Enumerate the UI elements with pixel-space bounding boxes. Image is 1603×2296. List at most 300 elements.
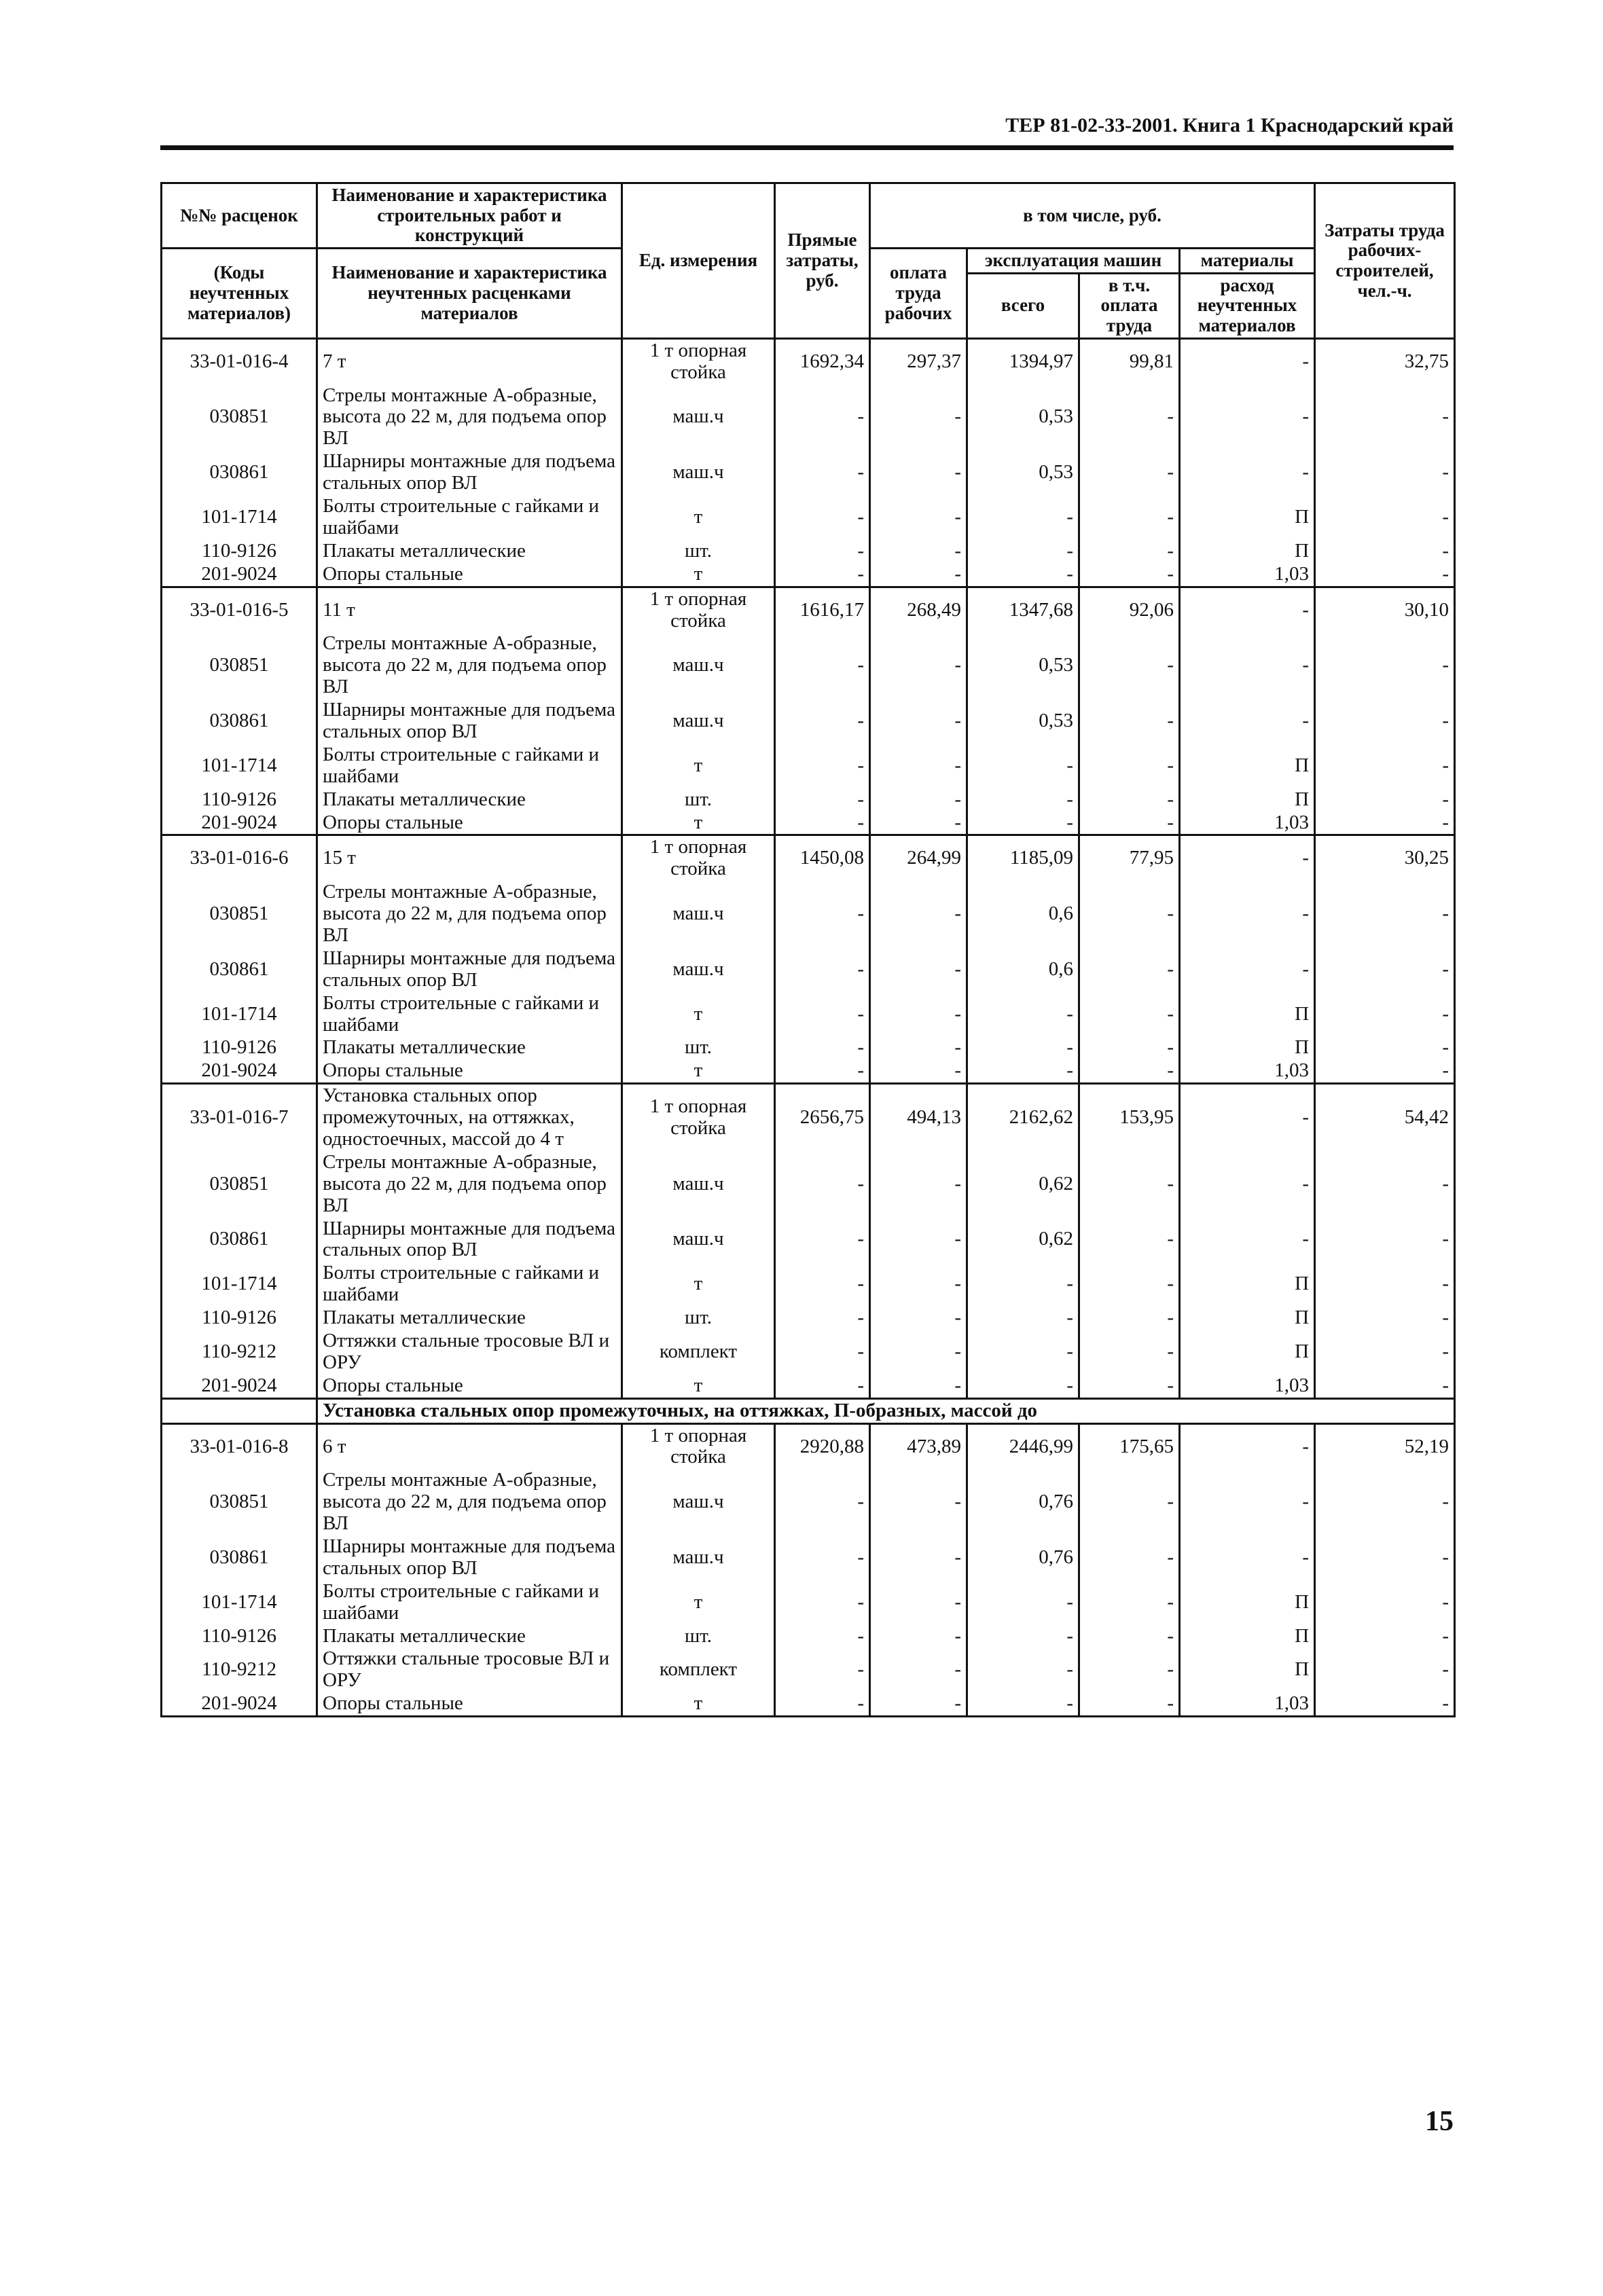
cell-machines-labor: 153,95	[1079, 1084, 1180, 1151]
cell-machines-total: -	[967, 495, 1079, 540]
cell-machines-labor: -	[1079, 495, 1180, 540]
cell-labor-hours: -	[1315, 1330, 1455, 1374]
cell-code: 110-9126	[162, 540, 317, 563]
cell-name: Стрелы монтажные А-образные, высота до 22 м, для подъема опор ВЛ	[317, 384, 622, 451]
cell-labor-hours: -	[1315, 540, 1455, 563]
cell-labor-hours: 30,25	[1315, 835, 1455, 881]
cell-machines-labor: -	[1079, 1469, 1180, 1535]
cell-labor-pay: -	[870, 1647, 967, 1692]
cell-labor-pay: -	[870, 1262, 967, 1307]
cell-labor-hours: -	[1315, 812, 1455, 835]
rate-row	[162, 338, 1455, 384]
cell-name: Шарниры монтажные для подъема стальных опор ВЛ	[317, 1218, 622, 1262]
cell-machines-total: 1185,09	[967, 835, 1079, 881]
cell-name: Стрелы монтажные А-образные, высота до 22 м, для подъема опор ВЛ	[317, 1469, 622, 1535]
material-row	[162, 812, 1455, 835]
section-title-row	[162, 1398, 1455, 1423]
material-row	[162, 1535, 1455, 1580]
cell-unit: маш.ч	[622, 1535, 775, 1580]
cell-labor-hours: -	[1315, 1535, 1455, 1580]
cell-direct: -	[775, 1059, 870, 1083]
cell-machines-labor: -	[1079, 1580, 1180, 1625]
page-number: 15	[1425, 2106, 1454, 2137]
cell-materials: -	[1180, 587, 1315, 632]
cell-labor-hours: -	[1315, 1262, 1455, 1307]
cell-machines-total: -	[967, 1036, 1079, 1059]
cell-unit: комплект	[622, 1330, 775, 1374]
cell-materials: 1,03	[1180, 563, 1315, 587]
cell-labor-hours: -	[1315, 495, 1455, 540]
cell-unit: 1 т опорная стойка	[622, 587, 775, 632]
cell-name: 15 т	[317, 835, 622, 881]
cell-direct: -	[775, 1262, 870, 1307]
header-materials-sub: расход неучтенных материалов	[1180, 273, 1315, 338]
cell-machines-labor: -	[1079, 1262, 1180, 1307]
cell-code: 201-9024	[162, 1692, 317, 1716]
cell-name: Опоры стальные	[317, 563, 622, 587]
header-unit: Ед. измерения	[622, 183, 775, 339]
cell-code: 110-9126	[162, 1036, 317, 1059]
header-machines: эксплуатация машин	[967, 249, 1180, 274]
cell-unit: т	[622, 495, 775, 540]
cell-unit: маш.ч	[622, 384, 775, 451]
cell-machines-labor: -	[1079, 384, 1180, 451]
cell-code: 030851	[162, 1469, 317, 1535]
cell-machines-total: -	[967, 1625, 1079, 1648]
cell-direct: 1692,34	[775, 338, 870, 384]
cell-labor-pay: -	[870, 699, 967, 744]
cell-labor-hours: -	[1315, 788, 1455, 812]
material-row	[162, 992, 1455, 1037]
cell-labor-hours: -	[1315, 992, 1455, 1037]
cell-code: 030851	[162, 632, 317, 699]
cell-labor-pay: 264,99	[870, 835, 967, 881]
cell-materials: -	[1180, 1084, 1315, 1151]
cell-machines-total: 1394,97	[967, 338, 1079, 384]
cell-unit: т	[622, 1059, 775, 1083]
cell-unit: 1 т опорная стойка	[622, 835, 775, 881]
cell-labor-pay: -	[870, 563, 967, 587]
cell-machines-labor: -	[1079, 1625, 1180, 1648]
cell-direct: -	[775, 947, 870, 992]
cell-code: 030851	[162, 1151, 317, 1218]
cell-unit: комплект	[622, 1647, 775, 1692]
cell-machines-labor: -	[1079, 540, 1180, 563]
cell-direct: -	[775, 1625, 870, 1648]
cell-machines-labor: -	[1079, 992, 1180, 1037]
cell-materials: П	[1180, 1625, 1315, 1648]
cell-name: Опоры стальные	[317, 1374, 622, 1398]
cell-labor-hours: -	[1315, 1647, 1455, 1692]
cell-labor-pay: -	[870, 1330, 967, 1374]
cell-labor-pay: -	[870, 495, 967, 540]
cell-unit: 1 т опорная стойка	[622, 1423, 775, 1469]
material-row	[162, 1330, 1455, 1374]
cell-code: 110-9126	[162, 1307, 317, 1330]
cell-unit: 1 т опорная стойка	[622, 1084, 775, 1151]
cell-unit: маш.ч	[622, 947, 775, 992]
cell-name: Плакаты металлические	[317, 1036, 622, 1059]
cell-materials: -	[1180, 450, 1315, 495]
cell-materials: -	[1180, 1423, 1315, 1469]
cell-name: Стрелы монтажные А-образные, высота до 22 м, для подъема опор ВЛ	[317, 881, 622, 947]
cell-machines-labor: -	[1079, 1330, 1180, 1374]
table-body	[162, 338, 1455, 1716]
cell-materials: -	[1180, 1218, 1315, 1262]
material-row	[162, 384, 1455, 451]
cell-unit: маш.ч	[622, 1151, 775, 1218]
cell-materials: -	[1180, 632, 1315, 699]
cell-materials: П	[1180, 1262, 1315, 1307]
cell-code: 33-01-016-5	[162, 587, 317, 632]
material-row	[162, 1647, 1455, 1692]
cell-machines-total: -	[967, 1307, 1079, 1330]
cell-machines-total: -	[967, 563, 1079, 587]
cell-labor-hours: -	[1315, 1580, 1455, 1625]
cell-labor-pay: 494,13	[870, 1084, 967, 1151]
cell-direct: -	[775, 1330, 870, 1374]
rates-table	[160, 182, 1456, 1717]
cell-direct: -	[775, 812, 870, 835]
cell-machines-total: -	[967, 992, 1079, 1037]
cell-machines-labor: -	[1079, 1036, 1180, 1059]
cell-labor-hours: -	[1315, 881, 1455, 947]
cell-name: Шарниры монтажные для подъема стальных опор ВЛ	[317, 450, 622, 495]
cell-unit: маш.ч	[622, 1469, 775, 1535]
cell-labor-pay: -	[870, 1535, 967, 1580]
cell-machines-total: 0,53	[967, 632, 1079, 699]
cell-labor-pay: -	[870, 1469, 967, 1535]
cell-direct: -	[775, 881, 870, 947]
cell-direct: -	[775, 699, 870, 744]
cell-direct: 1616,17	[775, 587, 870, 632]
cell-code: 33-01-016-4	[162, 338, 317, 384]
material-row	[162, 788, 1455, 812]
cell-materials: П	[1180, 744, 1315, 788]
cell-materials: П	[1180, 1330, 1315, 1374]
section-title: Установка стальных опор промежуточных, на оттяжках, П-образных, массой до	[317, 1398, 1455, 1423]
material-row	[162, 1580, 1455, 1625]
cell-materials: -	[1180, 384, 1315, 451]
header-direct: Прямые затраты, руб.	[775, 183, 870, 339]
cell-labor-pay: -	[870, 450, 967, 495]
cell-code: 110-9126	[162, 788, 317, 812]
cell-materials: П	[1180, 1647, 1315, 1692]
cell-machines-labor: -	[1079, 632, 1180, 699]
cell-machines-labor: -	[1079, 812, 1180, 835]
cell-unit: шт.	[622, 540, 775, 563]
cell-materials: 1,03	[1180, 1692, 1315, 1716]
cell-machines-total: 2446,99	[967, 1423, 1079, 1469]
cell-unit: маш.ч	[622, 1218, 775, 1262]
cell-materials: 1,03	[1180, 812, 1315, 835]
cell-code: 201-9024	[162, 1059, 317, 1083]
cell-direct: -	[775, 1151, 870, 1218]
cell-unit: шт.	[622, 1625, 775, 1648]
cell-labor-pay: -	[870, 1307, 967, 1330]
header-rule	[160, 145, 1454, 150]
cell-labor-pay: -	[870, 812, 967, 835]
cell-name: Опоры стальные	[317, 1059, 622, 1083]
cell-code: 110-9126	[162, 1625, 317, 1648]
cell-unit: т	[622, 1374, 775, 1398]
material-row	[162, 1469, 1455, 1535]
cell-unit: шт.	[622, 788, 775, 812]
cell-code: 33-01-016-6	[162, 835, 317, 881]
cell-machines-labor: -	[1079, 788, 1180, 812]
cell-direct: 2920,88	[775, 1423, 870, 1469]
cell-direct: -	[775, 450, 870, 495]
cell-name: Стрелы монтажные А-образные, высота до 22 м, для подъема опор ВЛ	[317, 632, 622, 699]
cell-direct: 1450,08	[775, 835, 870, 881]
cell-name: Плакаты металлические	[317, 788, 622, 812]
header-machines-labor: в т.ч. оплата труда	[1079, 273, 1180, 338]
cell-name: Опоры стальные	[317, 812, 622, 835]
table-header	[162, 183, 1455, 339]
cell-labor-hours: -	[1315, 1036, 1455, 1059]
cell-direct: 2656,75	[775, 1084, 870, 1151]
cell-unit: 1 т опорная стойка	[622, 338, 775, 384]
cell-name: Шарниры монтажные для подъема стальных опор ВЛ	[317, 699, 622, 744]
cell-direct: -	[775, 1647, 870, 1692]
cell-direct: -	[775, 1580, 870, 1625]
cell-labor-hours: -	[1315, 1218, 1455, 1262]
material-row	[162, 1692, 1455, 1716]
cell-unit: т	[622, 992, 775, 1037]
cell-direct: -	[775, 1036, 870, 1059]
rate-row	[162, 1084, 1455, 1151]
cell-name: Болты строительные с гайками и шайбами	[317, 1262, 622, 1307]
cell-machines-total: -	[967, 744, 1079, 788]
cell-code: 030861	[162, 699, 317, 744]
cell-labor-pay: -	[870, 1036, 967, 1059]
cell-machines-labor: -	[1079, 1307, 1180, 1330]
material-row	[162, 632, 1455, 699]
cell-machines-labor: -	[1079, 699, 1180, 744]
cell-labor-hours: -	[1315, 1469, 1455, 1535]
cell-code: 101-1714	[162, 992, 317, 1037]
cell-labor-hours: -	[1315, 1307, 1455, 1330]
cell-materials: П	[1180, 788, 1315, 812]
material-row	[162, 495, 1455, 540]
cell-code: 030861	[162, 1535, 317, 1580]
cell-labor-hours: -	[1315, 1625, 1455, 1648]
cell-machines-labor: -	[1079, 450, 1180, 495]
rate-row	[162, 1423, 1455, 1469]
cell-machines-labor: -	[1079, 1692, 1180, 1716]
cell-name: Стрелы монтажные А-образные, высота до 22 м, для подъема опор ВЛ	[317, 1151, 622, 1218]
cell-name: Оттяжки стальные тросовые ВЛ и ОРУ	[317, 1647, 622, 1692]
cell-machines-total: -	[967, 812, 1079, 835]
cell-name: Оттяжки стальные тросовые ВЛ и ОРУ	[317, 1330, 622, 1374]
cell-name: 6 т	[317, 1423, 622, 1469]
cell-unit: т	[622, 1692, 775, 1716]
cell-code: 33-01-016-8	[162, 1423, 317, 1469]
cell-materials: -	[1180, 699, 1315, 744]
cell-code: 110-9212	[162, 1330, 317, 1374]
cell-code: 030861	[162, 450, 317, 495]
cell-machines-total: -	[967, 1647, 1079, 1692]
header-including: в том числе, руб.	[870, 183, 1315, 249]
material-row	[162, 563, 1455, 587]
cell-machines-labor: -	[1079, 947, 1180, 992]
cell-unit: т	[622, 1580, 775, 1625]
cell-code: 030861	[162, 1218, 317, 1262]
cell-materials: П	[1180, 495, 1315, 540]
cell-unit: шт.	[622, 1036, 775, 1059]
material-row	[162, 699, 1455, 744]
cell-machines-total: -	[967, 1374, 1079, 1398]
cell-machines-labor: -	[1079, 563, 1180, 587]
cell-machines-labor: -	[1079, 1374, 1180, 1398]
cell-labor-pay: -	[870, 1692, 967, 1716]
cell-direct: -	[775, 495, 870, 540]
cell-machines-labor: -	[1079, 1647, 1180, 1692]
cell-materials: 1,03	[1180, 1374, 1315, 1398]
cell-machines-total: 0,6	[967, 947, 1079, 992]
cell-labor-pay: -	[870, 1218, 967, 1262]
cell-direct: -	[775, 1218, 870, 1262]
cell-materials: -	[1180, 1469, 1315, 1535]
rate-row	[162, 835, 1455, 881]
cell-labor-hours: -	[1315, 632, 1455, 699]
cell-machines-labor: -	[1079, 744, 1180, 788]
cell-direct: -	[775, 384, 870, 451]
cell-labor-pay: -	[870, 1059, 967, 1083]
cell-labor-pay: 473,89	[870, 1423, 967, 1469]
cell-machines-labor: -	[1079, 1535, 1180, 1580]
cell-machines-total: 2162,62	[967, 1084, 1079, 1151]
cell-labor-pay: 268,49	[870, 587, 967, 632]
cell-machines-labor: -	[1079, 1059, 1180, 1083]
cell-labor-hours: -	[1315, 1059, 1455, 1083]
cell-labor-hours: -	[1315, 450, 1455, 495]
cell-labor-pay: -	[870, 632, 967, 699]
cell-direct: -	[775, 1469, 870, 1535]
cell-machines-total: 1347,68	[967, 587, 1079, 632]
cell-labor-hours: -	[1315, 699, 1455, 744]
cell-machines-total: 0,76	[967, 1469, 1079, 1535]
cell-labor-pay: -	[870, 1151, 967, 1218]
header-labor-pay: оплата труда рабочих	[870, 249, 967, 339]
page-header: ТЕР 81-02-33-2001. Книга 1 Краснодарский край	[1005, 114, 1454, 136]
cell-machines-total: 0,53	[967, 699, 1079, 744]
cell-materials: П	[1180, 1580, 1315, 1625]
cell-machines-labor: 99,81	[1079, 338, 1180, 384]
cell-machines-total: -	[967, 1692, 1079, 1716]
cell-unit: т	[622, 563, 775, 587]
cell-unit: т	[622, 1262, 775, 1307]
cell-direct: -	[775, 992, 870, 1037]
cell-labor-hours: 32,75	[1315, 338, 1455, 384]
cell-name: Плакаты металлические	[317, 1307, 622, 1330]
material-row	[162, 1374, 1455, 1398]
header-name-sub: Наименование и характеристика неучтенных расценками материалов	[317, 249, 622, 339]
cell-unit: маш.ч	[622, 450, 775, 495]
cell-direct: -	[775, 1374, 870, 1398]
cell-machines-total: -	[967, 1059, 1079, 1083]
cell-machines-total: 0,62	[967, 1151, 1079, 1218]
header-labor-hours: Затраты труда рабочих-строителей, чел.-ч.	[1315, 183, 1455, 339]
cell-machines-total: 0,6	[967, 881, 1079, 947]
cell-direct: -	[775, 788, 870, 812]
cell-labor-hours: 30,10	[1315, 587, 1455, 632]
cell-machines-total: -	[967, 1262, 1079, 1307]
cell-labor-pay: -	[870, 992, 967, 1037]
cell-labor-pay: -	[870, 384, 967, 451]
cell-code: 030861	[162, 947, 317, 992]
cell-name: Болты строительные с гайками и шайбами	[317, 992, 622, 1037]
cell-unit: маш.ч	[622, 881, 775, 947]
cell-materials: -	[1180, 881, 1315, 947]
cell-name: Болты строительные с гайками и шайбами	[317, 1580, 622, 1625]
material-row	[162, 947, 1455, 992]
cell-machines-total: -	[967, 788, 1079, 812]
cell-machines-total: -	[967, 540, 1079, 563]
cell-labor-hours: -	[1315, 1692, 1455, 1716]
cell-materials: П	[1180, 1036, 1315, 1059]
cell-name: Шарниры монтажные для подъема стальных опор ВЛ	[317, 1535, 622, 1580]
material-row	[162, 1059, 1455, 1083]
cell-labor-hours: -	[1315, 1374, 1455, 1398]
cell-machines-total: 0,53	[967, 384, 1079, 451]
cell-name: Шарниры монтажные для подъема стальных опор ВЛ	[317, 947, 622, 992]
cell-labor-hours: -	[1315, 1151, 1455, 1218]
cell-direct: -	[775, 632, 870, 699]
material-row	[162, 1307, 1455, 1330]
cell-labor-pay: -	[870, 881, 967, 947]
cell-code: 101-1714	[162, 744, 317, 788]
cell-direct: -	[775, 744, 870, 788]
cell-materials: П	[1180, 1307, 1315, 1330]
header-materials: материалы	[1180, 249, 1315, 274]
cell-unit: т	[622, 744, 775, 788]
cell-name: Установка стальных опор промежуточных, на оттяжках, одностоечных, массой до 4 т	[317, 1084, 622, 1151]
cell-code: 101-1714	[162, 1580, 317, 1625]
cell-machines-total: 0,62	[967, 1218, 1079, 1262]
cell-labor-hours: 54,42	[1315, 1084, 1455, 1151]
cell-labor-pay: -	[870, 744, 967, 788]
cell-machines-labor: -	[1079, 1218, 1180, 1262]
cell-machines-total: -	[967, 1330, 1079, 1374]
cell-labor-pay: -	[870, 788, 967, 812]
cell-code: 030851	[162, 384, 317, 451]
cell-direct: -	[775, 563, 870, 587]
cell-materials: -	[1180, 1151, 1315, 1218]
cell-code: 101-1714	[162, 495, 317, 540]
header-name: Наименование и характеристика строительных работ и конструкций	[317, 183, 622, 249]
cell-machines-labor: 92,06	[1079, 587, 1180, 632]
material-row	[162, 744, 1455, 788]
cell-materials: П	[1180, 540, 1315, 563]
cell-machines-labor: 175,65	[1079, 1423, 1180, 1469]
cell-code: 030851	[162, 881, 317, 947]
cell-machines-labor: -	[1079, 1151, 1180, 1218]
cell-materials: -	[1180, 947, 1315, 992]
cell-code: 201-9024	[162, 812, 317, 835]
cell-machines-total: 0,76	[967, 1535, 1079, 1580]
section-title-spacer	[162, 1398, 317, 1423]
cell-direct: -	[775, 1307, 870, 1330]
material-row	[162, 881, 1455, 947]
material-row	[162, 1218, 1455, 1262]
cell-code: 101-1714	[162, 1262, 317, 1307]
cell-materials: -	[1180, 338, 1315, 384]
cell-unit: маш.ч	[622, 699, 775, 744]
cell-labor-hours: 52,19	[1315, 1423, 1455, 1469]
cell-unit: шт.	[622, 1307, 775, 1330]
cell-name: Болты строительные с гайками и шайбами	[317, 495, 622, 540]
